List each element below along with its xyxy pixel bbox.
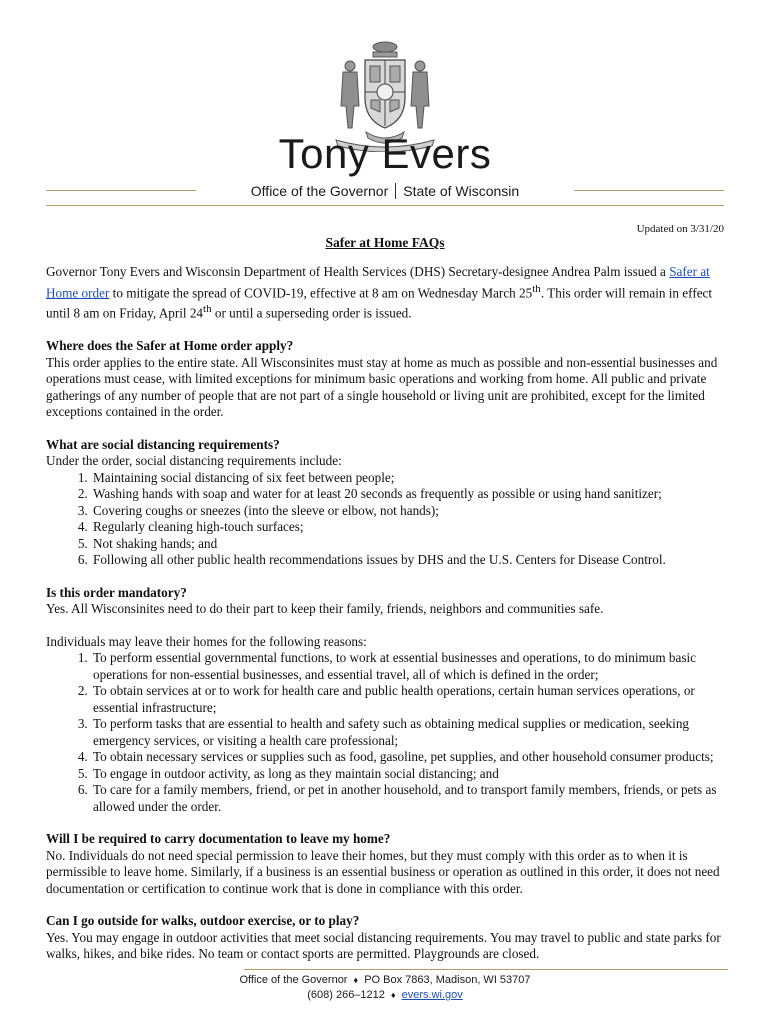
section-heading: Will I be required to carry documentation to leave my home? — [46, 831, 391, 847]
section-body: Yes. All Wisconsinites need to do their part to keep their family, friends, neighbors and communities safe. — [46, 601, 604, 617]
footer-phone: (608) 266–1212 — [307, 989, 385, 1001]
list-item: 2. To obtain services at or to work for health care and public health operations, certain human services operations, or essential infrastructure; — [91, 683, 730, 716]
intro-text-effective: to mitigate the spread of COVID-19, effective at 8 am on Wednesday March 25 — [109, 284, 533, 300]
updated-date: Updated on 3/31/20 — [636, 223, 724, 235]
intro-sup-th: th — [532, 282, 541, 295]
footer-line-2 — [0, 988, 770, 1003]
list-item: 1. Maintaining social distancing of six feet between people; — [91, 470, 730, 487]
social-distancing-list — [46, 470, 730, 569]
footer-line-1 — [0, 973, 770, 988]
list-item: 6. To care for a family members, friend, or pet in another household, and to transport family members, friends, or pets as allowed under the order. — [91, 782, 730, 815]
section-body: No. Individuals do not need special permission to leave their homes, but they must comply with this order as to when it is permissible to leave home. Similarly, if a business is an essential business or operation as outlined in this order, it does not need documentation or certification to continue work that is done in compliance with this order. — [46, 847, 720, 896]
website-link[interactable]: evers.wi.gov — [401, 989, 463, 1001]
list-item: 2. Washing hands with soap and water for at least 20 seconds as frequently as possible or using hand sanitizer; — [91, 486, 730, 503]
footer-office: Office of the Governor — [239, 974, 348, 986]
document-body — [46, 264, 730, 979]
section-body: Individuals may leave their homes for the following reasons: — [46, 633, 367, 649]
letterhead-office-line — [0, 181, 770, 201]
leave-home-reasons-list — [46, 650, 730, 815]
section-heading: Where does the Safer at Home order apply? — [46, 338, 294, 354]
list-item: 5. To engage in outdoor activity, as long as they maintain social distancing; and — [91, 766, 730, 783]
list-item: 3. To perform tasks that are essential to health and safety such as obtaining medical supplies or medication, seeking emergency services, or visiting a health care professional; — [91, 716, 730, 749]
section-heading: What are social distancing requirements? — [46, 436, 280, 452]
footer-address: PO Box 7863, Madison, WI 53707 — [364, 974, 531, 986]
office-label: Office of the Governor — [250, 183, 389, 199]
diamond-icon: ♦ — [390, 990, 396, 1000]
intro-paragraph — [46, 264, 730, 322]
list-item: 5. Not shaking hands; and — [91, 536, 730, 553]
section-body: This order applies to the entire state. All Wisconsinites must stay at home as much as possible and non-essential businesses and operations must cease, with limited exceptions for minimum basic operations and working from home. All public and private gatherings of any number of people that are not part of a single household or living unit are prohibited, except for the limited exceptions contained in the order. — [46, 354, 718, 420]
letterhead-name: Tony Evers — [278, 130, 492, 177]
state-label: State of Wisconsin — [403, 183, 520, 199]
intro-text-start: Governor Tony Evers and Wisconsin Department of Health Services (DHS) Secretary-designee Andrea Palm issued a — [46, 264, 670, 279]
letterhead-rule-full — [46, 205, 724, 206]
list-item: 6. Following all other public health recommendations issues by DHS and the U.S. Centers for Disease Control. — [91, 552, 730, 569]
diamond-icon: ♦ — [353, 975, 359, 985]
safer-at-home-order-link[interactable]: Safer at Home order — [46, 264, 710, 300]
footer — [0, 973, 770, 1003]
list-item: 3. Covering coughs or sneezes (into the sleeve or elbow, not hands); — [91, 503, 730, 520]
list-item: 4. Regularly cleaning high-touch surfaces; — [91, 519, 730, 536]
section-body: Yes. You may engage in outdoor activities that meet social distancing requirements. You may travel to public and state parks for walks, hikes, and bike rides. No team or contact sports are permitted. Playgrounds are closed. — [46, 929, 721, 962]
office-separator — [395, 183, 396, 199]
section-heading: Is this order mandatory? — [46, 584, 187, 600]
footer-rule — [244, 969, 728, 970]
list-item: 1. To perform essential governmental functions, to work at essential businesses and operations, to do minimum basic operations for non-essential businesses, and essential travel, all of which is defined in the order; — [91, 650, 730, 683]
document-title: Safer at Home FAQs — [325, 235, 445, 250]
section-heading: Can I go outside for walks, outdoor exercise, or to play? — [46, 913, 360, 929]
letterhead-rule-right — [574, 190, 724, 191]
section-body: Under the order, social distancing requirements include: — [46, 453, 342, 469]
intro-text-remain: . This order will remain in effect until 8 am on Friday, April 24 — [46, 284, 713, 321]
intro-text-end: or until a superseding order is issued. — [211, 305, 412, 321]
list-item: 4. To obtain necessary services or supplies such as food, gasoline, pet supplies, and other household consumer products; — [91, 749, 730, 766]
intro-sup-th-2: th — [203, 303, 212, 316]
